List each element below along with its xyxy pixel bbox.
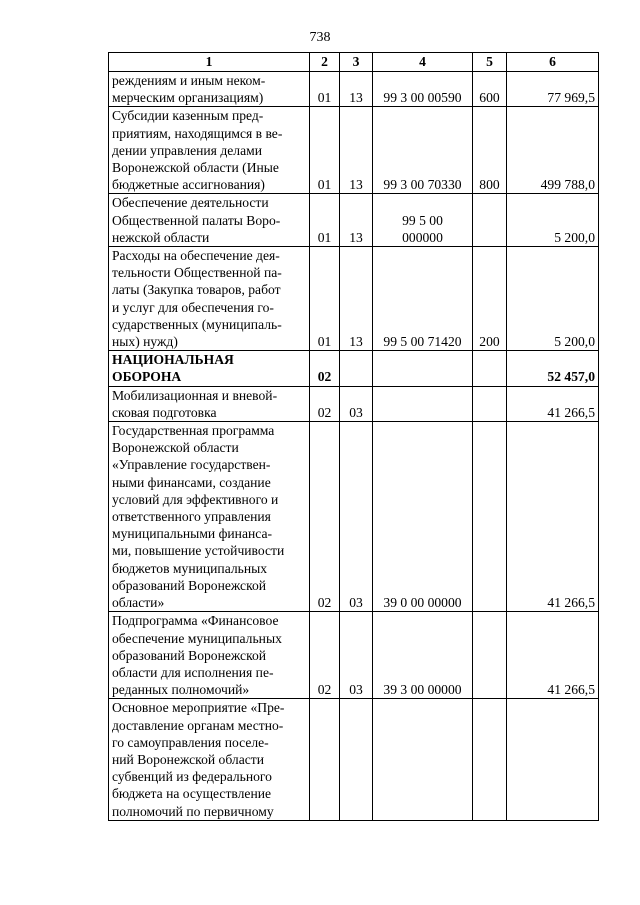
- target-article-code: [373, 699, 473, 820]
- target-article-line: 99 5 00: [402, 212, 443, 228]
- column-header: 4: [373, 53, 473, 72]
- section-code: 02: [310, 386, 340, 421]
- description-line: тельности Общественной па-: [112, 265, 282, 281]
- description-line: ми, повышение устойчивости: [112, 543, 285, 559]
- column-header: 1: [109, 53, 310, 72]
- description-line: и услуг для обеспечения го-: [112, 299, 274, 315]
- description-line: образований Воронежской: [112, 577, 267, 593]
- table-row: [109, 422, 599, 612]
- amount: 41 266,5: [507, 612, 599, 699]
- target-article-code: [373, 72, 473, 107]
- table-row: [109, 247, 599, 351]
- target-article-line: 39 0 00 00000: [383, 595, 462, 611]
- description-line: Мобилизационная и вневой-: [112, 387, 278, 403]
- target-article-code: [373, 351, 473, 386]
- table-row: [109, 107, 599, 194]
- column-header: 3: [340, 53, 373, 72]
- amount: 77 969,5: [507, 72, 599, 107]
- amount: 5 200,0: [507, 194, 599, 247]
- amount: 52 457,0: [507, 351, 599, 386]
- target-article-code: [373, 386, 473, 421]
- row-description: [109, 386, 310, 421]
- description-line: обеспечение муниципальных: [112, 630, 282, 646]
- description-line: доставление органам местно-: [112, 717, 284, 733]
- subsection-code: 13: [340, 194, 373, 247]
- description-line: ными финансами, создание: [112, 474, 271, 490]
- column-header: 2: [310, 53, 340, 72]
- description-line: бюджетные ассигнования): [112, 177, 265, 193]
- description-line: Воронежской области (Иные: [112, 160, 279, 176]
- description-line: «Управление государствен-: [112, 457, 271, 473]
- description-line: нежской области: [112, 229, 210, 245]
- description-line: ответственного управления: [112, 509, 271, 525]
- expense-type-code: [473, 351, 507, 386]
- row-description: [109, 194, 310, 247]
- amount: [507, 699, 599, 820]
- section-code: 02: [310, 422, 340, 612]
- section-code: 01: [310, 247, 340, 351]
- row-description: [109, 351, 310, 386]
- description-line: субвенций из федерального: [112, 769, 272, 785]
- description-line: образований Воронежской: [112, 647, 267, 663]
- description-line: области»: [112, 595, 165, 611]
- description-line: условий для эффективного и: [112, 491, 279, 507]
- description-line: дении управления делами: [112, 142, 262, 158]
- expense-type-code: 200: [473, 247, 507, 351]
- row-description: [109, 72, 310, 107]
- target-article-code: [373, 194, 473, 247]
- budget-table: [108, 52, 599, 821]
- table-row: [109, 612, 599, 699]
- row-description: [109, 247, 310, 351]
- expense-type-code: [473, 422, 507, 612]
- description-line: ных) нужд): [112, 334, 178, 350]
- table-row: [109, 386, 599, 421]
- description-line: латы (Закупка товаров, работ: [112, 282, 281, 298]
- expense-type-code: 600: [473, 72, 507, 107]
- description-line: мерческим организациям): [112, 90, 264, 106]
- row-description: [109, 699, 310, 820]
- subsection-code: 03: [340, 422, 373, 612]
- subsection-code: 13: [340, 247, 373, 351]
- description-line: НАЦИОНАЛЬНАЯ: [112, 352, 234, 368]
- section-code: [310, 699, 340, 820]
- section-code: 01: [310, 72, 340, 107]
- subsection-code: 13: [340, 72, 373, 107]
- description-line: бюджета на осуществление: [112, 786, 272, 802]
- row-description: [109, 107, 310, 194]
- description-line: полномочий по первичному: [112, 803, 274, 819]
- description-line: Обеспечение деятельности: [112, 195, 269, 211]
- description-line: области для исполнения пе-: [112, 664, 274, 680]
- expense-type-code: [473, 194, 507, 247]
- target-article-code: [373, 612, 473, 699]
- subsection-code: 03: [340, 386, 373, 421]
- subsection-code: 13: [340, 107, 373, 194]
- column-header: 5: [473, 53, 507, 72]
- description-line: Основное мероприятие «Пре-: [112, 700, 285, 716]
- target-article-code: [373, 422, 473, 612]
- target-article-line: 39 3 00 00000: [383, 682, 462, 698]
- page-number: 738: [309, 30, 331, 45]
- amount: 5 200,0: [507, 247, 599, 351]
- section-code: 01: [310, 107, 340, 194]
- subsection-code: 03: [340, 612, 373, 699]
- expense-type-code: 800: [473, 107, 507, 194]
- target-article-line: 99 3 00 70330: [383, 177, 462, 193]
- description-line: сковая подготовка: [112, 404, 217, 420]
- target-article-code: [373, 107, 473, 194]
- amount: 41 266,5: [507, 422, 599, 612]
- description-line: бюджетов муниципальных: [112, 560, 268, 576]
- description-line: Субсидии казенным пред-: [112, 108, 264, 124]
- column-header: 6: [507, 53, 599, 72]
- row-description: [109, 422, 310, 612]
- table-row: [109, 351, 599, 386]
- table-header-row: [109, 53, 599, 72]
- expense-type-code: [473, 612, 507, 699]
- description-line: Расходы на обеспечение дея-: [112, 248, 280, 264]
- amount: 499 788,0: [507, 107, 599, 194]
- target-article-line: 000000: [402, 229, 443, 245]
- subsection-code: [340, 351, 373, 386]
- description-line: Подпрограмма «Финансовое: [112, 613, 279, 629]
- section-code: 02: [310, 612, 340, 699]
- table-row: [109, 72, 599, 107]
- table-row: [109, 699, 599, 820]
- target-article-line: 99 3 00 00590: [383, 90, 462, 106]
- description-line: ний Воронежской области: [112, 751, 264, 767]
- description-line: муниципальными финанса-: [112, 526, 273, 542]
- row-description: [109, 612, 310, 699]
- expense-type-code: [473, 386, 507, 421]
- section-code: 02: [310, 351, 340, 386]
- description-line: Воронежской области: [112, 440, 239, 456]
- description-line: сударственных (муниципаль-: [112, 316, 282, 332]
- subsection-code: [340, 699, 373, 820]
- description-line: ОБОРОНА: [112, 369, 182, 385]
- target-article-line: 99 5 00 71420: [383, 334, 462, 350]
- expense-type-code: [473, 699, 507, 820]
- amount: 41 266,5: [507, 386, 599, 421]
- description-line: приятиям, находящимся в ве-: [112, 125, 283, 141]
- description-line: Государственная программа: [112, 423, 275, 439]
- description-line: Общественной палаты Воро-: [112, 212, 281, 228]
- table-row: [109, 194, 599, 247]
- description-line: реждениям и иным неком-: [112, 73, 266, 88]
- description-line: реданных полномочий»: [112, 682, 250, 698]
- target-article-code: [373, 247, 473, 351]
- section-code: 01: [310, 194, 340, 247]
- description-line: го самоуправления поселе-: [112, 734, 269, 750]
